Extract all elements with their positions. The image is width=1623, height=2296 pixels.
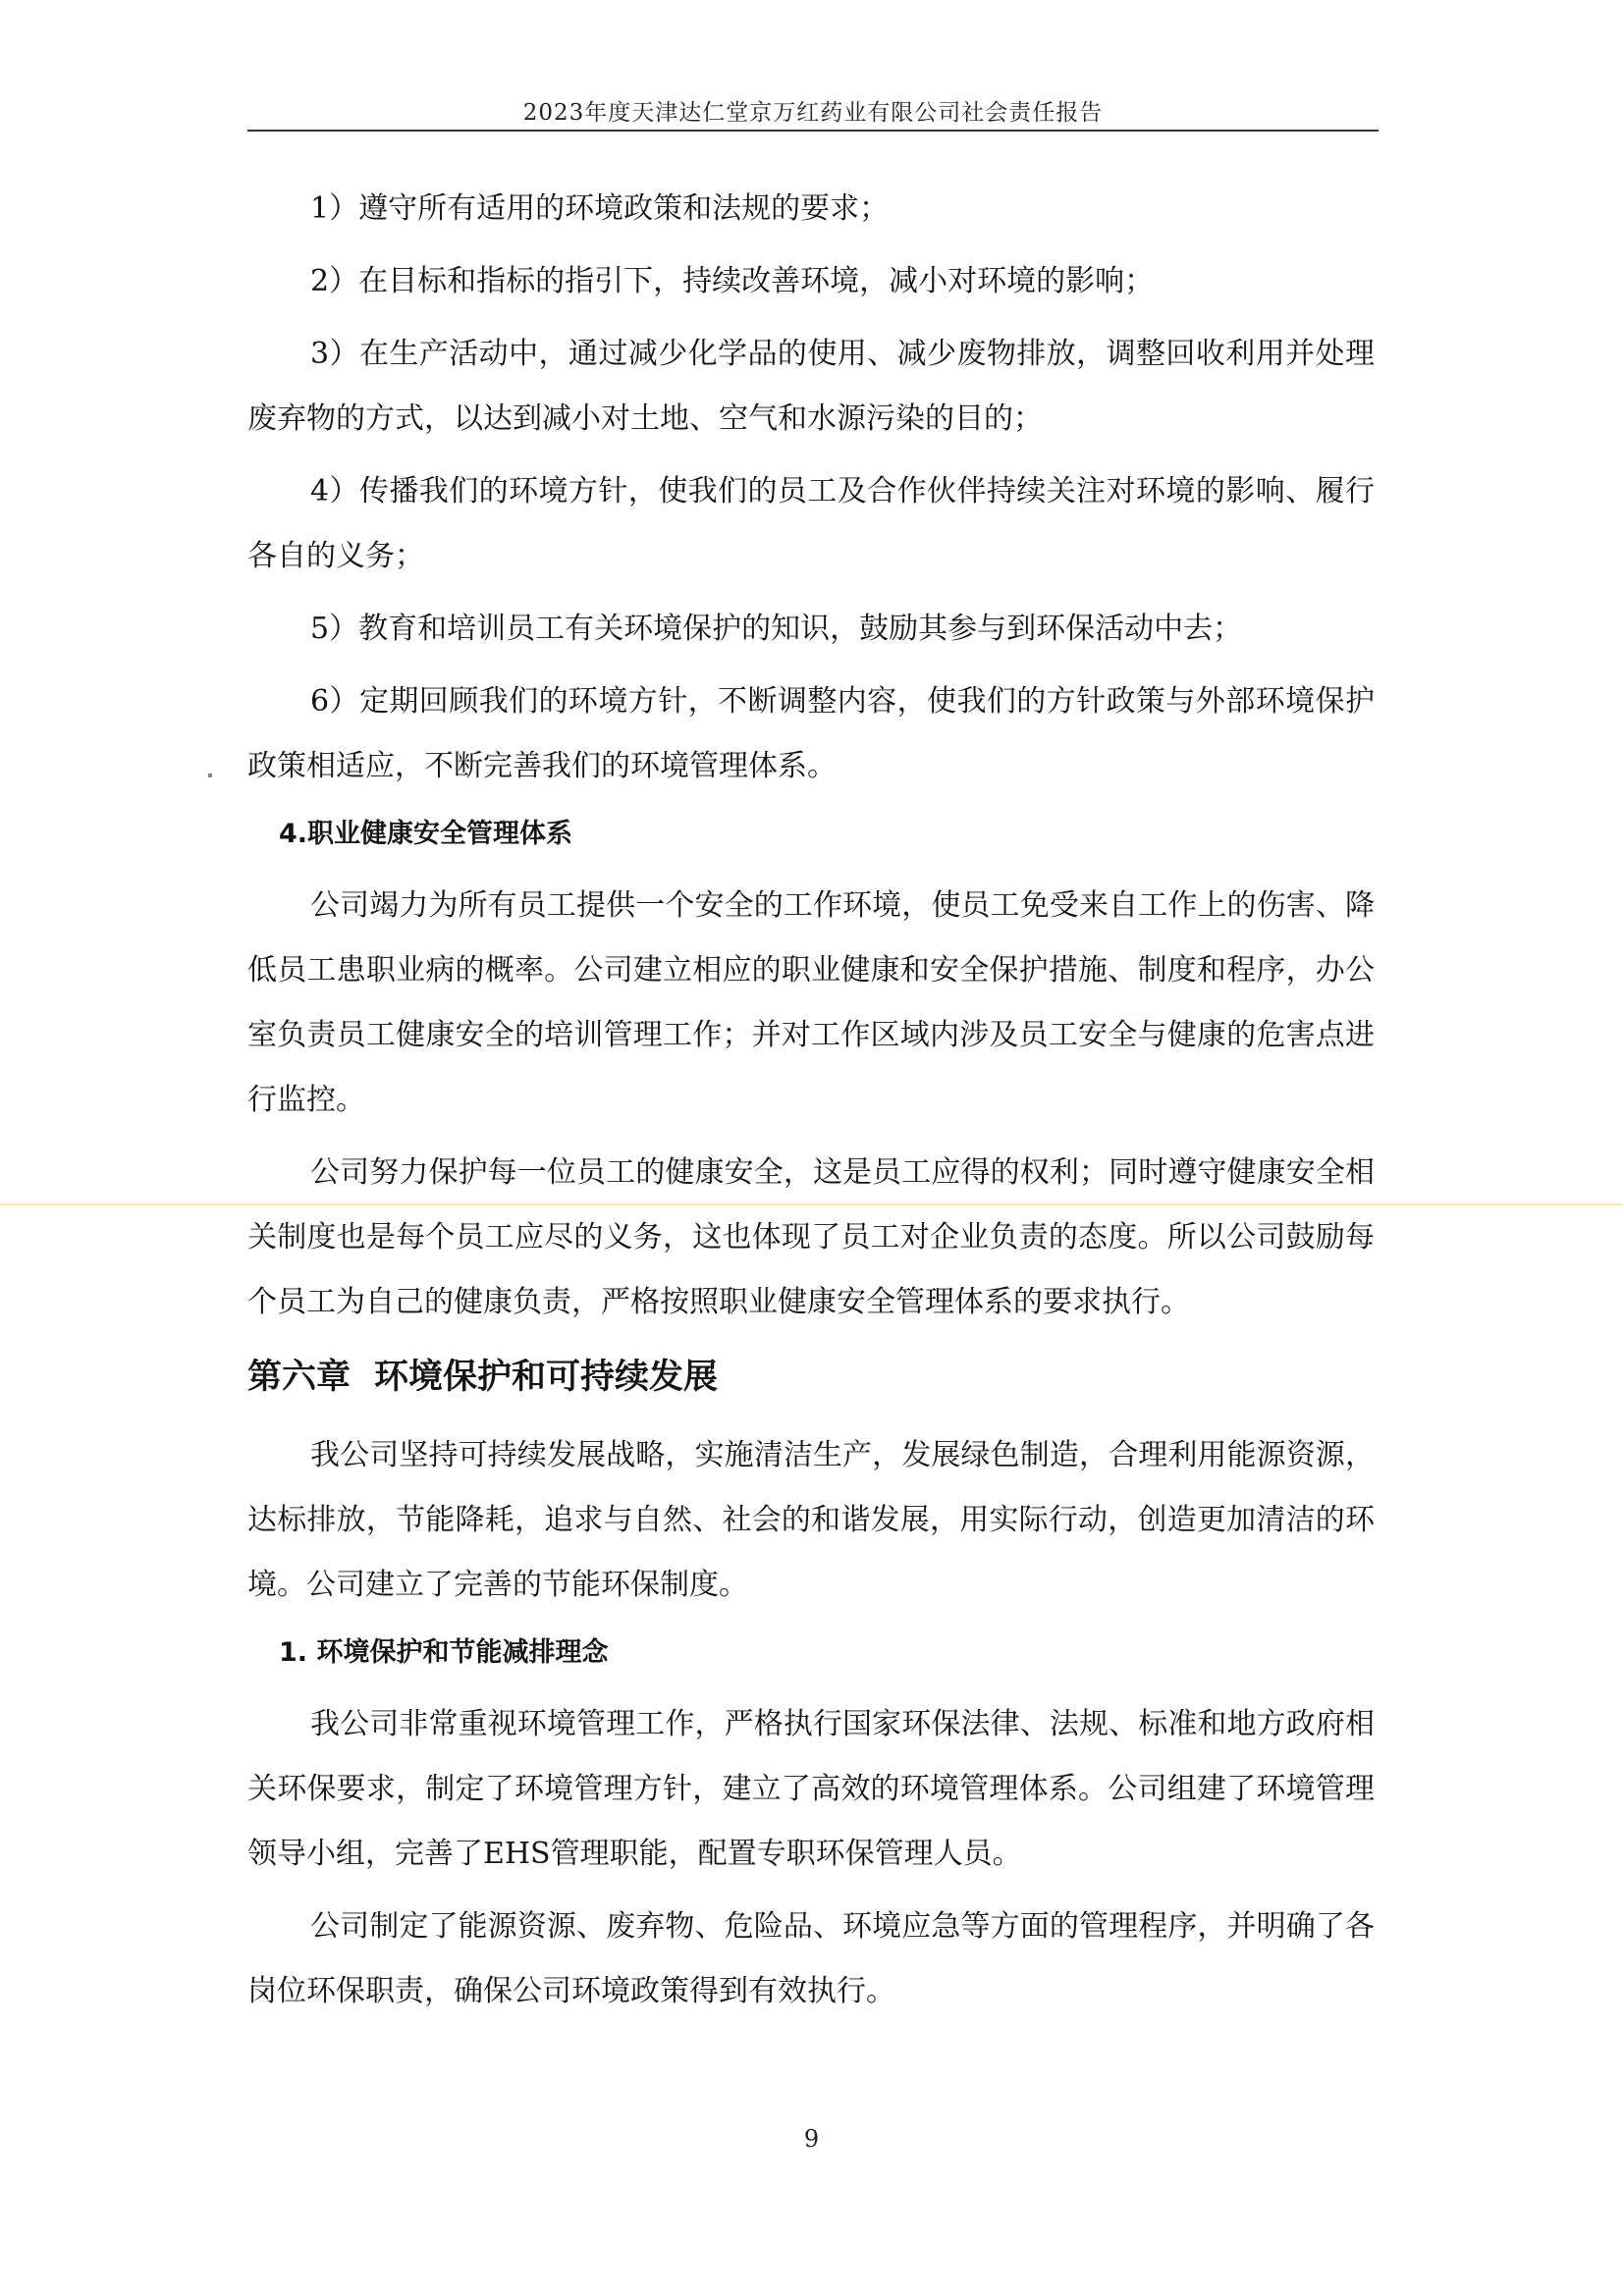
chapter-intro: 我公司坚持可持续发展战略，实施清洁生产，发展绿色制造，合理利用能源资源，达标排放，节能降耗，追求与自然、社会的和谐发展，用实际行动，创造更加清洁的环境。公司建立了完善的节能环保制度。 (247, 1438, 1375, 1602)
page-body (247, 177, 1375, 2032)
chapter-name: 环境保护和可持续发展 (374, 1358, 719, 1397)
scan-mark (208, 774, 212, 777)
env-policy-item-4: 4）传播我们的环境方针，使我们的员工及合作伙伴持续关注对环境的影响、履行各自的义务； (247, 474, 1375, 573)
header-rule (247, 130, 1379, 132)
env-policy-item-2: 2）在目标和指标的指引下，持续改善环境，减小对环境的影响； (310, 264, 1155, 298)
env-policy-item-3: 3）在生产活动中，通过减少化学品的使用、减少废物排放，调整回收利用并处理废弃物的方式，以达到减小对土地、空气和水源污染的目的； (247, 337, 1375, 436)
env-concept-paragraph-2: 公司制定了能源资源、废弃物、危险品、环境应急等方面的管理程序，并明确了各岗位环保职责，确保公司环境政策得到有效执行。 (247, 1909, 1375, 2008)
env-concept-heading: 1. 环境保护和节能减排理念 (279, 1637, 609, 1668)
env-policy-item-6: 6）定期回顾我们的环境方针，不断调整内容，使我们的方针政策与外部环境保护政策相适应，不断完善我们的环境管理体系。 (247, 684, 1375, 783)
env-policy-list (247, 177, 1375, 799)
env-concept-section (247, 1626, 1375, 2024)
ohs-section (247, 807, 1375, 1335)
ohs-heading: 4.职业健康安全管理体系 (279, 819, 573, 849)
env-concept-paragraph-1: 我公司非常重视环境管理工作，严格执行国家环保法律、法规、标准和地方政府相关环保要求，制定了环境管理方针，建立了高效的环境管理体系。公司组建了环境管理领导小组，完善了EHS管理职能，配置专职环保管理人员。 (247, 1707, 1375, 1871)
env-policy-item-5: 5）教育和培训员工有关环境保护的知识，鼓励其参与到环保活动中去； (310, 612, 1243, 646)
env-policy-item-1: 1）遵守所有适用的环境政策和法规的要求； (310, 191, 890, 226)
chapter-number: 第六章 (247, 1358, 352, 1397)
page-number: 9 (803, 2125, 820, 2153)
chapter-title (247, 1345, 1375, 1410)
ohs-paragraph-2: 公司努力保护每一位员工的健康安全，这是员工应得的权利；同时遵守健康安全相关制度也是每个员工应尽的义务，这也体现了员工对企业负责的态度。所以公司鼓励每个员工为自己的健康负责，严格按照职业健康安全管理体系的要求执行。 (247, 1155, 1375, 1319)
chapter-6 (247, 1345, 1375, 1618)
ohs-paragraph-1: 公司竭力为所有员工提供一个安全的工作环境，使员工免受来自工作上的伤害、降低员工患职业病的概率。公司建立相应的职业健康和安全保护措施、制度和程序，办公室负责员工健康安全的培训管理工作；并对工作区域内涉及员工安全与健康的危害点进行监控。 (247, 888, 1375, 1117)
report-header-title: 2023年度天津达仁堂京万红药业有限公司社会责任报告 (522, 100, 1104, 126)
